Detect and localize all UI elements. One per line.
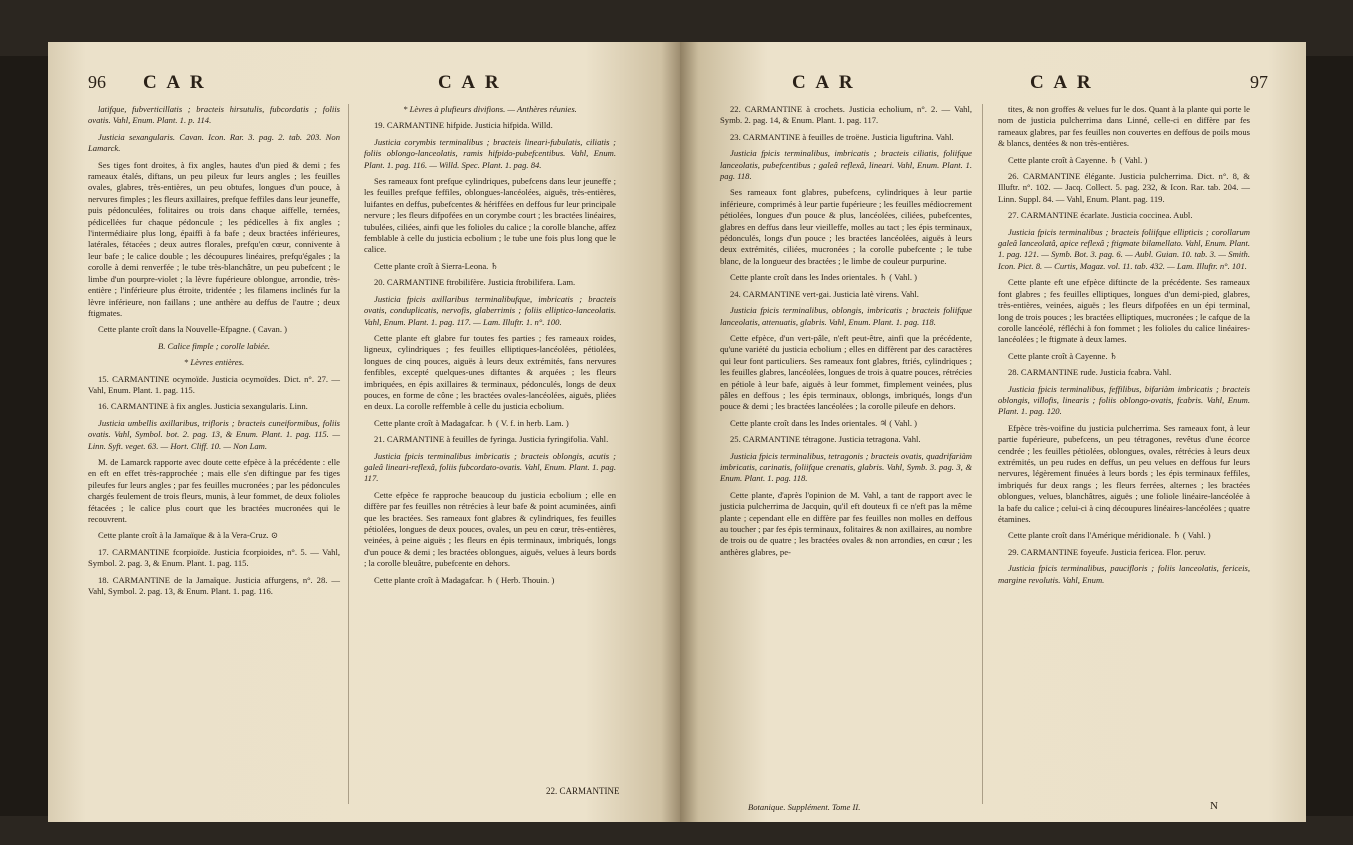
paragraph: Cette plante croît à Sierra-Leona. ♄	[374, 260, 499, 271]
paragraph: tites, & non groffes & velues fur le dos. Quant à la plante qui porte le nom de justicia pulcherrima dans Linné, celle-ci en diffère par fes rameaux glabres, par fes feuilles non couvertes en deffous de poils mous & blancs, dentées & non très-entières.	[998, 104, 1250, 149]
column-divider	[982, 104, 983, 804]
paragraph: Ses rameaux font glabres, pubefcens, cylindriques à leur partie inférieure, comprimés à leur partie fupérieure ; les feuilles médiocrement pétiolées, longues d'un pouce & plus, lancéolées, ciliées, pubefcentes, glabres en deffus dans leur vieilleffe, molles au tact ; les épis terminaux, pédonculés, longs d'un pouce ; les bractées lancéolées, aiguës à leurs deux extrémités, ciliées, mucronées ; la corolle pubefcente ; le tube blanc, de la longueur des bractées ; le limbe de couleur purpurine.	[720, 187, 972, 266]
paragraph: 24. CARMANTINE vert-gai. Justicia latè virens. Vahl.	[730, 288, 919, 299]
paragraph: 25. CARMANTINE tétragone. Justicia tetragona. Vahl.	[730, 434, 921, 445]
book-edge-left	[0, 56, 48, 816]
paragraph: Cette plante croît dans la Nouvelle-Efpagne. ( Cavan. )	[98, 324, 287, 335]
left-page	[48, 42, 680, 822]
paragraph: M. de Lamarck rapporte avec doute cette efpèce à la précédente : elle en eft en effet très-rapprochée ; mais elle s'en diftingue par fes tiges pileufes fur leurs angles ; par fes feuilles mucronées ; par les pédoncules chargés feulement de trois fleurs, munis, à leur fommet, de deux folioles fétacées ; le calice plus court que les bractées mucronées qui le recouvrent.	[88, 456, 340, 524]
latin-diagnosis: Justicia fpicis terminalibus, imbricatis ; bracteis ciliatis, foliifque lanceolatis, pubefcentibus ; galeâ reflexâ, lineari. Vahl, Enum. Plant. 1. pag. 118.	[720, 148, 972, 182]
paragraph: 23. CARMANTINE à feuilles de troëne. Justicia liguftrina. Vahl.	[730, 131, 954, 142]
catchword: 22. CARMANTINE	[546, 786, 620, 796]
paragraph: Cette plante croît dans l'Amérique méridionale. ♄ ( Vahl. )	[1008, 530, 1211, 541]
paragraph: Cette plante croît dans les Indes orientales. ♄ ( Vahl. )	[730, 272, 918, 283]
latin-diagnosis: Justicia fpicis terminalibus, oblongis, imbricatis ; bracteis foliifque lanceolatis, attenuatis, glabris. Vahl, Enum. Plant. 1. pag. 118.	[720, 305, 972, 327]
latin-diagnosis: Justicia sexangularis. Cavan. Icon. Rar. 3. pag. 2. tab. 203. Non Lamarck.	[88, 131, 340, 154]
paragraph: Cette plante croît à Cayenne. ♄ ( Vahl. )	[1008, 154, 1148, 165]
paragraph: Efpèce très-voifine du justicia pulcherrima. Ses rameaux font, à leur partie fupérieure, pubefcens, un peu tétragones, revêtus d'une écorce cendrée ; les feuilles pétiolées, oblongues, ovales, rétrécies à leurs deux extrémités, un peu rudes en deffus, un peu velues en deffous fur leurs nervures, légèrement finuées à leurs bords ; les épis terminaux feffiles, imbriqués fur deux rangs ; les fleurs ferrées, alternes ; les bractées oblongues, velues, blanchâtres, aiguës ; une foliole linéaire-lancéolée à la bafe du calice ; celui-ci à cinq découpures linéaires-lancéolées ; quatre étamines.	[998, 422, 1250, 524]
section-heading: * Lèvres entières.	[183, 357, 245, 368]
paragraph: 16. CARMANTINE à fix angles. Justicia sexangularis. Linn.	[98, 401, 308, 412]
right-running-head-col1: C A R	[792, 72, 856, 93]
left-running-head-col1: C A R	[143, 72, 207, 93]
right-running-head-col2: C A R	[1030, 72, 1094, 93]
signature-mark: N	[1210, 800, 1218, 812]
latin-diagnosis: Justicia fpicis terminalibus, tetragonis ; bracteis ovatis, quadrifariàm imbricatis, carinatis, foliifque crenatis, glabris. Vahl, Symb. 3. pag. 3, & Enum. Plant. 1. pag. 118.	[720, 450, 972, 484]
left-page-number: 96	[88, 72, 106, 92]
left-column-1	[88, 104, 340, 602]
paragraph: Ses rameaux font prefque cylindriques, pubefcens dans leur jeuneffe ; les feuilles prefque feffiles, oblongues-lancéolées, aiguës, très-entières, luifantes en deffus, pubefcentes & hériffées en deffous fur leur principale nervure ; les fleurs difpofées en un corymbe court ; les bractées linéaires, tubulées, ciliées, ainfi que les folioles du calice ; la corolle blanche, affez femblable à celle du justicia ecbolium ; le tube une fois plus long que le calice.	[364, 176, 616, 255]
latin-diagnosis: Justicia fpicis terminalibus, paucifloris ; foliis lanceolatis, fericeis, margine revolutis. Vahl, Enum.	[998, 563, 1250, 585]
paragraph: Cette plante croît dans les Indes orientales. ♃ ( Vahl. )	[730, 417, 918, 428]
section-heading: * Lèvres à plufieurs divifions. — Anthères réunies.	[403, 104, 577, 114]
paragraph: Cette efpèce fe rapproche beaucoup du justicia ecbolium ; elle en diffère par fes feuilles non rétrécies à leur bafe & point acuminées, ainfi que les bractées. Ses rameaux font glabres & cylindriques, fes feuilles pétiolées, longues de deux pouces, ovales, un peu en cœur, très-entières, veinées, à peine aiguës ; les fleurs en épis terminaux, imbriqués, longs d'un pouce & demi ; les bractées oblongues, aiguës, velues à leurs bords ; la corolle bleuâtre, pubefcente en dehors.	[364, 489, 616, 569]
paragraph: Cette plante, d'après l'opinion de M. Vahl, a tant de rapport avec le justicia pulcherrima de Jacquin, qu'il eft douteux fi ce n'eft pas la même plante ; cependant elle en diffère par fes feuilles non molles en deffous au toucher ; par fes épis terminaux, folitaires & non axillaires, au nombre de trois ou de quatre ; les bractées ovales & non arrondies, en cœur ; les anthères glabres, pe-	[720, 489, 973, 557]
paragraph: 15. CARMANTINE ocymoïde. Justicia ocymoïdes. Dict. n°. 27. — Vahl, Enum. Plant. 1. pag. 115.	[88, 373, 340, 395]
latin-diagnosis: latifque, fubverticillatis ; bracteis hirsutulis, fubcordatis ; foliis ovatis. Vahl, Enum. Plant. 1. p. 114.	[88, 104, 340, 126]
paragraph: Cette plante croît à Cayenne. ♄	[1008, 350, 1118, 361]
right-page	[680, 42, 1306, 822]
latin-diagnosis: Justicia umbellis axillaribus, trifloris ; bracteis cuneiformibus, foliis ovatis. Vahl, Symbol. bot. 2. pag. 13, & Enum. Plant. 1. pag. 115. — Linn. Syft. veget. 63. — Hort. Cliff. 10. — Non Lam.	[88, 417, 340, 451]
latin-diagnosis: Justicia fpicis terminalibus imbricatis ; bracteis oblongis, acutis ; galeâ lineari-reflexâ, foliis fubcordato-ovatis. Vahl, Enum. Plant. 1. pag. 117.	[364, 450, 616, 484]
latin-diagnosis: Justicia fpicis terminalibus ; bracteis foliifque ellipticis ; corollarum galeâ lanceolatâ, apice reflexâ ; ftigmate bilamellato. Vahl, Enum. Plant. 1. pag. 121. — Symb. Bot. 3. pag. 6. — Aubl. Guian. 10. tab. 3. — Smith. Icon. Pict. 8. — Curtis, Magaz. vol. 11. tab. 432. — Lam. Illuftr. n°. 101.	[998, 226, 1250, 271]
paragraph: 27. CARMANTINE écarlate. Justicia coccinea. Aubl.	[1008, 210, 1193, 221]
right-column-1	[720, 104, 972, 563]
latin-diagnosis: Justicia fpicis terminalibus, feffilibus, bifariàm imbricatis ; bracteis oblongis, villofis, linearis ; foliis oblongo-ovatis, fcabris. Vahl, Enum. Plant. 1. pag. 120.	[998, 383, 1250, 417]
paragraph: 20. CARMANTINE ftrobilifère. Justicia ftrobilifera. Lam.	[374, 277, 576, 288]
paragraph: Cette plante eft glabre fur toutes fes parties ; fes rameaux roides, ligneux, cylindriques ; fes feuilles elliptiques-lancéolées, pétiolées, longues de cinq pouces, aiguës à leurs deux extrémités, fans nervures fenfibles, excepté quelques-unes diftantes & arquées ; les fleurs imbriquées, en épis axillaires & terminaux, pédonculés, longs de deux pouces, en forme de cône ; les bractées ovales-lancéolées, aiguës, pliées en deux. La corolle reffemble à celle du justicia ecbolium.	[364, 332, 616, 412]
left-running-head-col2: C A R	[438, 72, 502, 93]
left-column-2	[364, 104, 616, 591]
paragraph: 18. CARMANTINE de la Jamaïque. Justicia affurgens, n°. 28. — Vahl, Symbol. 2. pag. 13, & Enum. Plant. 1. pag. 116.	[88, 574, 340, 597]
paragraph: Cette plante croît à Madagafcar. ♄ ( Herb. Thouin. )	[374, 574, 555, 585]
paragraph: Cette plante eft une efpèce diftincte de la précédente. Ses rameaux font glabres ; fes feuilles elliptiques, longues d'un demi-pied, glabres, très-entières, veinées, aiguës ; les fleurs difpofées en un épi terminal, long de trois pouces ; les bractées elliptiques, mucronées ; le cafque de la corolle lancéolé, réfléchi à fon fommet ; les folioles du calice linéaires-lancéolées ; le ftigmate à deux lames.	[998, 277, 1250, 345]
column-divider	[348, 104, 349, 804]
right-column-2	[998, 104, 1250, 591]
paragraph: Cette plante croît à Madagafcar. ♄ ( V. f. in herb. Lam. )	[374, 417, 569, 428]
right-page-number: 97	[1250, 72, 1268, 92]
paragraph: 22. CARMANTINE à crochets. Justicia echolium, n°. 2. — Vahl, Symb. 2. pag. 14, & Enum. Plant. 1. pag. 117.	[720, 104, 972, 126]
paragraph: Cette plante croît à la Jamaïque & à la Vera-Cruz. ⊙	[98, 530, 279, 541]
paragraph: 19. CARMANTINE hifpide. Justicia hifpida. Willd.	[374, 120, 553, 131]
paragraph: 17. CARMANTINE fcorpioïde. Justicia fcorpioides, n°. 5. — Vahl, Symbol. 2. pag. 3, & Enum. Plant. 1. pag. 115.	[88, 546, 340, 569]
latin-diagnosis: Justicia corymbis terminalibus ; bracteis lineari-fubulatis, ciliatis ; foliis oblongo-lanceolatis, ramis hifpido-pubefcentibus. Vahl, Enum. Plant. 1. pag. 116. — Willd. Spec. Plant. 1. pag. 84.	[364, 136, 616, 170]
paragraph: 29. CARMANTINE foyeufe. Justicia fericea. Flor. peruv.	[1008, 546, 1206, 557]
paragraph: 28. CARMANTINE rude. Justicia fcabra. Vahl.	[1008, 367, 1172, 378]
book-edge-right	[1305, 56, 1353, 816]
paragraph: Ses tiges font droites, à fix angles, hautes d'un pied & demi ; fes rameaux étalés, diftans, un peu pileux fur leurs angles ; les feuilles ovales, glabres, très-entières, un peu obtufes, longues d'un pouce, à nervures fimples ; les fleurs axillaires, prefque feffiles dans leur jeuneffe, puis pédonculées, folitaires ou trois dans chaque aiffelle, ternées, pédicellées fur chaque pédoncule ; les pédicelles à fix angles ; l'intermédiaire plus long, épaiffi à fa bafe ; deux bractées inférieures, latérales, fétacées ; deux autres florales, prefqu'en cœur, connivente à leur bafe ; le calice double ; les découpures linéaires, prefqu'égales ; la corolle à demi renverfée ; le tube très-blanchâtre, un peu pubefcent ; le limbe d'un pourpre-violet ; la lèvre fupérieure oblongue, arrondie, très-entière ; l'inférieure plus étroite, tridentée ; les filamens inclinés fur la lèvre inférieure, non faillans ; une anthère au deffus de l'autre ; deux ftigmates.	[88, 159, 340, 318]
paragraph: 26. CARMANTINE élégante. Justicia pulcherrima. Dict. n°. 8, & Illuftr. n°. 102. — Jacq. Collect. 5. pag. 232, & Icon. Rar. tab. 204. — Linn. Suppl. 84. — Vahl, Enum. Plant. pag. 119.	[998, 171, 1250, 204]
latin-diagnosis: Justicia fpicis axillaribus terminalibufque, imbricatis ; bracteis ovatis, conduplicatis, nervofis, glaberrimis ; foliis elliptico-lanceolatis. Vahl, Enum. Plant. 1. pag. 117. — Lam. Illuftr. 1. n°. 100.	[364, 293, 616, 327]
paragraph: 21. CARMANTINE à feuilles de fyringa. Justicia fyringifolia. Vahl.	[374, 434, 609, 445]
paragraph: Cette efpèce, d'un vert-pâle, n'eft peut-être, ainfi que la précédente, qu'une variété du justicia ecbolium ; elles en diffèrent par des caractères qui leur font particuliers. Ses rameaux font glabres, ftriés, cylindriques ; les feuilles glabres, lancéolées, longues de trois à quatre pouces, rétrécies en pétiole à leur bafe, aiguës à leur fommet, fimplement veinées, plus pâles en deffous ; les épis terminaux, oblongs, imbriqués, longs d'un pouce & demi ; les bractées lancéolées ; la corolle pileufe en dehors.	[720, 332, 972, 412]
volume-footer: Botanique. Supplément. Tome II.	[748, 802, 861, 812]
section-heading: B. Calice fimple ; corolle labiée.	[157, 340, 271, 351]
